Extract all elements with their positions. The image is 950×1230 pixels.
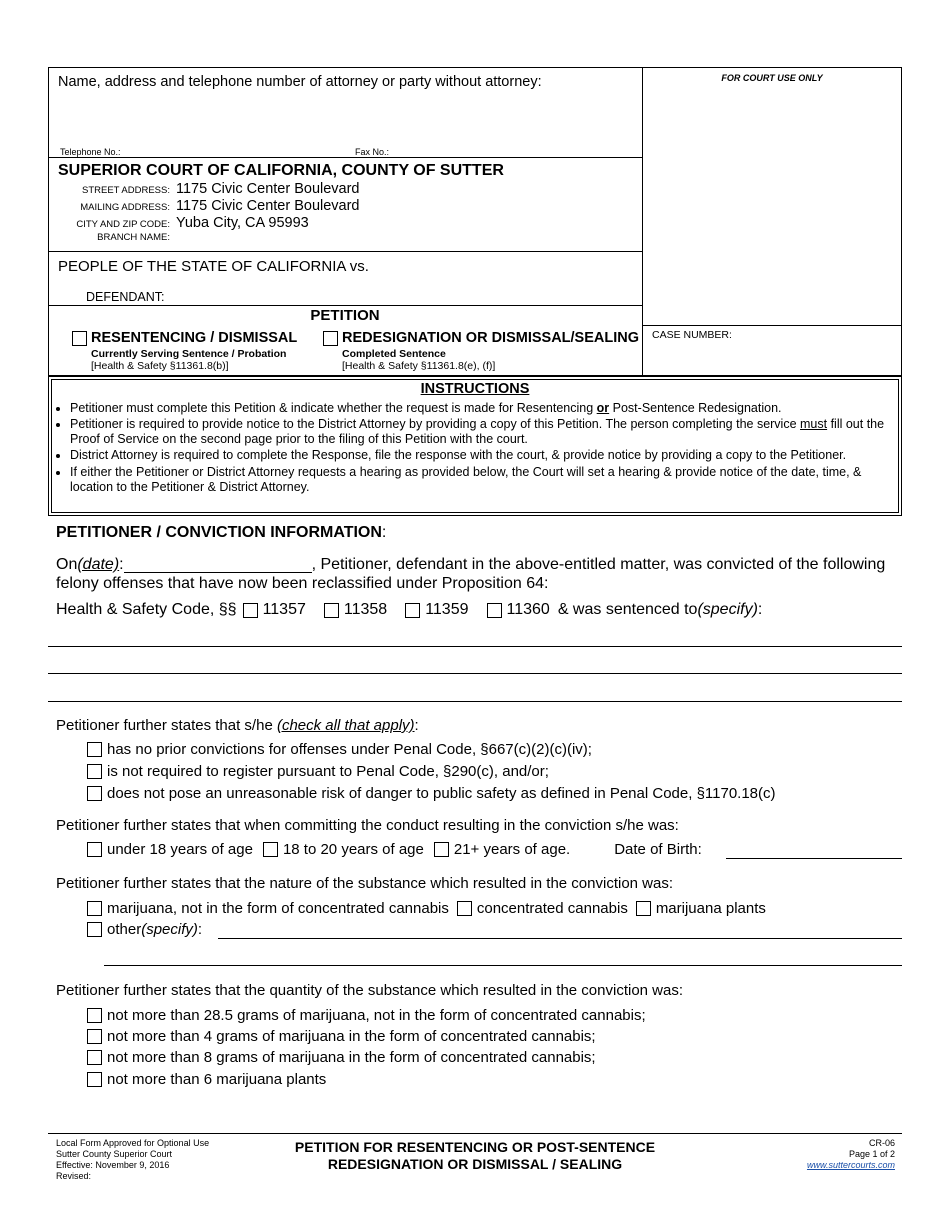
other-row: other (specify) : — [87, 921, 202, 938]
street-value: 1175 Civic Center Boulevard — [176, 181, 360, 197]
quantity-28-checkbox[interactable] — [87, 1008, 102, 1023]
further2-intro: Petitioner further states that when committing the conduct resulting in the conviction s/he was: — [56, 817, 679, 834]
footer-rule — [48, 1133, 902, 1134]
quantity-4g-checkbox[interactable] — [87, 1029, 102, 1044]
instructions-list — [70, 401, 890, 496]
quantity-item[interactable]: not more than 6 marijuana plants — [87, 1071, 326, 1088]
sentence-line[interactable] — [48, 673, 902, 674]
branch-label: BRANCH NAME: — [97, 232, 170, 243]
option2-sub: Completed Sentence — [342, 348, 446, 360]
conviction-line-2: felony offenses that have now been reclassified under Proposition 64: — [56, 575, 549, 592]
marijuana-checkbox[interactable] — [87, 901, 102, 916]
instruction-item: • Petitioner must complete this Petition & indicate whether the request is made for Resentencing or Post-Sentence Redesignation. — [70, 401, 890, 416]
defendant-label: DEFENDANT: — [86, 290, 165, 304]
concentrated-checkbox[interactable] — [457, 901, 472, 916]
court-link[interactable]: www.suttercourts.com — [806, 1160, 895, 1170]
court-use-label: FOR COURT USE ONLY — [721, 73, 823, 83]
sentence-line[interactable] — [48, 701, 902, 702]
date-input[interactable] — [124, 557, 312, 573]
fax-label: Fax No.: — [355, 147, 390, 157]
city-value: Yuba City, CA 95993 — [176, 215, 309, 231]
dob-label: Date of Birth: — [614, 841, 702, 858]
quantity-item[interactable]: not more than 4 grams of marijuana in the form of concentrated cannabis; — [87, 1028, 596, 1045]
further1-item[interactable]: is not required to register pursuant to Penal Code, §290(c), and/or; — [87, 763, 549, 780]
petition-title: PETITION — [310, 307, 380, 324]
mailing-value: 1175 Civic Center Boulevard — [176, 198, 360, 214]
hs-code-row: Health & Safety Code, §§ 11357 11358 11359 11360 & was sentenced to (specify) : — [56, 601, 763, 618]
quantity-8g-checkbox[interactable] — [87, 1050, 102, 1065]
footer-left: Local Form Approved for Optional Use Sutter County Superior Court Effective: November 9, 2016 Revised: — [56, 1138, 210, 1181]
conviction-line-1: On (date) : , Petitioner, defendant in the above-entitled matter, was convicted of the following — [56, 556, 886, 573]
court-name: SUPERIOR COURT OF CALIFORNIA, COUNTY OF SUTTER — [58, 162, 504, 179]
further1-item[interactable]: does not pose an unreasonable risk of danger to public safety as defined in Penal Code, §1170.18(c) — [87, 785, 776, 802]
caption-divider — [642, 67, 643, 376]
code-11359-checkbox[interactable] — [405, 603, 420, 618]
footer-right — [760, 1138, 895, 1171]
redesignation-checkbox[interactable] — [323, 331, 338, 346]
instruction-item: • If either the Petitioner or District Attorney requests a hearing as provided below, the Court will set a hearing & provide notice of the date, time, & location to the Petitioner & District Attorney. — [70, 465, 890, 495]
substance-row: marijuana, not in the form of concentrated cannabis concentrated cannabis marijuana plants — [87, 900, 766, 917]
option2-title: REDESIGNATION OR DISMISSAL/SEALING — [342, 330, 640, 346]
age-row: under 18 years of age 18 to 20 years of age 21+ years of age. Date of Birth: — [87, 841, 712, 858]
footer-title: PETITION FOR RESENTENCING OR POST-SENTENCE REDESIGNATION OR DISMISSAL / SEALING — [294, 1139, 656, 1172]
people-label: PEOPLE OF THE STATE OF CALIFORNIA vs. — [58, 258, 369, 275]
age-under18-checkbox[interactable] — [87, 842, 102, 857]
option1-title: RESENTENCING / DISMISSAL — [91, 330, 298, 346]
code-11358-checkbox[interactable] — [324, 603, 339, 618]
plants-checkbox[interactable] — [636, 901, 651, 916]
form-number: CR-06 — [868, 1138, 895, 1148]
further1-item[interactable]: has no prior convictions for offenses under Penal Code, §667(c)(2)(c)(iv); — [87, 741, 592, 758]
risk-checkbox[interactable] — [87, 786, 102, 801]
street-label: STREET ADDRESS: — [82, 185, 170, 196]
page-number: Page 1 of 2 — [848, 1149, 895, 1159]
quantity-plants-checkbox[interactable] — [87, 1072, 102, 1087]
further4-intro: Petitioner further states that the quantity of the substance which resulted in the conviction was: — [56, 982, 684, 999]
city-label: CITY AND ZIP CODE: — [76, 219, 170, 230]
age-21plus-checkbox[interactable] — [434, 842, 449, 857]
section-title: PETITIONER / CONVICTION INFORMATION: — [56, 524, 387, 541]
further3-intro: Petitioner further states that the nature of the substance which resulted in the conviction was: — [56, 875, 674, 892]
other-checkbox[interactable] — [87, 922, 102, 937]
quantity-item[interactable]: not more than 28.5 grams of marijuana, not in the form of concentrated cannabis; — [87, 1007, 646, 1024]
other-input[interactable] — [218, 938, 902, 939]
option1-sub: Currently Serving Sentence / Probation — [91, 348, 287, 360]
instruction-item: • District Attorney is required to complete the Response, file the response with the court, & provide notice by providing a copy to the Petitioner. — [70, 448, 890, 463]
prior-convictions-checkbox[interactable] — [87, 742, 102, 757]
instructions-title: INSTRUCTIONS — [420, 381, 530, 397]
resentencing-checkbox[interactable] — [72, 331, 87, 346]
register-checkbox[interactable] — [87, 764, 102, 779]
case-number-label: CASE NUMBER: — [652, 329, 732, 341]
instruction-item: • Petitioner is required to provide notice to the District Attorney by providing a copy of this Petition. The person completing the service must fill out the Proof of Service on the second page prior to the filing of this Petition with the court. — [70, 417, 890, 447]
option2-code: [Health & Safety §11361.8(e), (f)] — [342, 360, 496, 372]
mailing-label: MAILING ADDRESS: — [80, 202, 170, 213]
quantity-item[interactable]: not more than 8 grams of marijuana in the form of concentrated cannabis; — [87, 1049, 596, 1066]
other-input-line-2[interactable] — [104, 965, 902, 966]
sentence-line[interactable] — [48, 646, 902, 647]
further1-intro: Petitioner further states that s/he (check all that apply): — [56, 717, 419, 734]
option-redesignation[interactable] — [323, 330, 639, 372]
dob-input[interactable] — [726, 858, 902, 859]
telephone-label: Telephone No.: — [60, 147, 121, 157]
age-18to20-checkbox[interactable] — [263, 842, 278, 857]
option-resentencing[interactable] — [72, 330, 297, 372]
option1-code: [Health & Safety §11361.8(b)] — [91, 360, 229, 372]
code-11357-checkbox[interactable] — [243, 603, 258, 618]
code-11360-checkbox[interactable] — [487, 603, 502, 618]
attorney-label: Name, address and telephone number of attorney or party without attorney: — [58, 74, 542, 90]
